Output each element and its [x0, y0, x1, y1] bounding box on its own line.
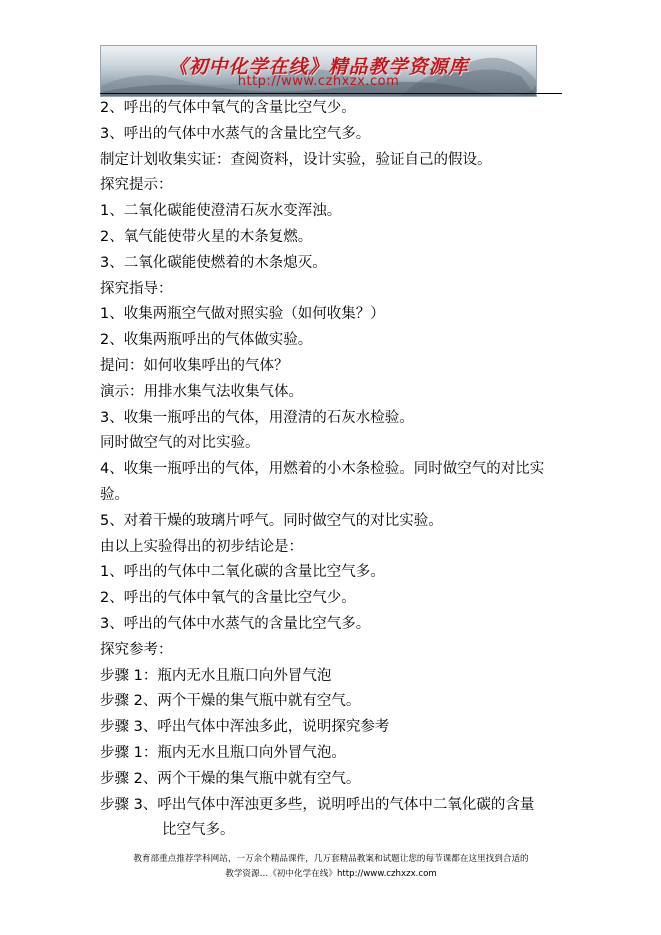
text-line: 步骤 3、呼出气体中浑浊多此，说明探究参考	[100, 719, 390, 736]
document-body	[100, 96, 570, 844]
text-line: 1、收集两瓶空气做对照实验（如何收集？）	[100, 306, 385, 323]
page-footer	[96, 852, 566, 882]
text-line: 3、二氧化碳能使燃着的木条熄灭。	[100, 254, 327, 271]
section-heading: 由以上实验得出的初步结论是：	[100, 538, 303, 555]
text-line: 步骤 1：瓶内无水且瓶口向外冒气泡。	[100, 744, 346, 761]
text-line: 3、呼出的气体中水蒸气的含量比空气多。	[100, 125, 371, 142]
text-line: 同时做空气的对比实验。	[100, 435, 260, 452]
text-line: 步骤 1：瓶内无水且瓶口向外冒气泡	[100, 667, 332, 684]
text-line: 2、收集两瓶呼出的气体做实验。	[100, 332, 313, 349]
footer-line: 教育部重点推荐学科网站，一万余个精品课件，几万套精品教案和试题让您的每节课都在这里找到合适的	[133, 854, 529, 864]
text-line: 演示：用排水集气法收集气体。	[100, 383, 303, 400]
text-line: 4、收集一瓶呼出的气体，用燃着的小木条检验。同时做空气的对比实验。	[100, 461, 545, 503]
section-heading: 探究参考：	[100, 641, 173, 658]
text-line: 提问：如何收集呼出的气体？	[100, 357, 289, 374]
text-line: 步骤 2、两个干燥的集气瓶中就有空气。	[100, 693, 361, 710]
banner-url: http://www.czhxzx.com	[237, 74, 400, 89]
text-line: 3、呼出的气体中水蒸气的含量比空气多。	[100, 615, 371, 632]
text-line: 2、氧气能使带火星的木条复燃。	[100, 228, 313, 245]
text-line: 制定计划收集实证：查阅资料，设计实验，验证自己的假设。	[100, 151, 492, 168]
text-line: 3、收集一瓶呼出的气体，用澄清的石灰水检验。	[100, 409, 414, 426]
text-line: 步骤 3、呼出气体中浑浊更多些，说明呼出的气体中二氧化碳的含量	[100, 796, 535, 813]
text-line: 2、呼出的气体中氧气的含量比空气少。	[100, 590, 356, 607]
header-divider	[100, 93, 562, 94]
text-line: 5、对着干燥的玻璃片呼气。同时做空气的对比实验。	[100, 512, 443, 529]
banner-title: 《初中化学在线》精品教学资源库	[168, 56, 469, 78]
section-heading: 探究提示：	[100, 177, 173, 194]
text-line: 步骤 2、两个干燥的集气瓶中就有空气。	[100, 770, 361, 787]
footer-line: 教学资源…《初中化学在线》http://www.czhxzx.com	[225, 869, 437, 879]
section-heading: 探究指导：	[100, 280, 173, 297]
text-line: 1、呼出的气体中二氧化碳的含量比空气多。	[100, 564, 385, 581]
text-line: 1、二氧化碳能使澄清石灰水变浑浊。	[100, 203, 342, 220]
header-banner	[100, 45, 537, 97]
text-line: 比空气多。	[162, 822, 235, 839]
text-line: 2、呼出的气体中氧气的含量比空气少。	[100, 100, 356, 116]
